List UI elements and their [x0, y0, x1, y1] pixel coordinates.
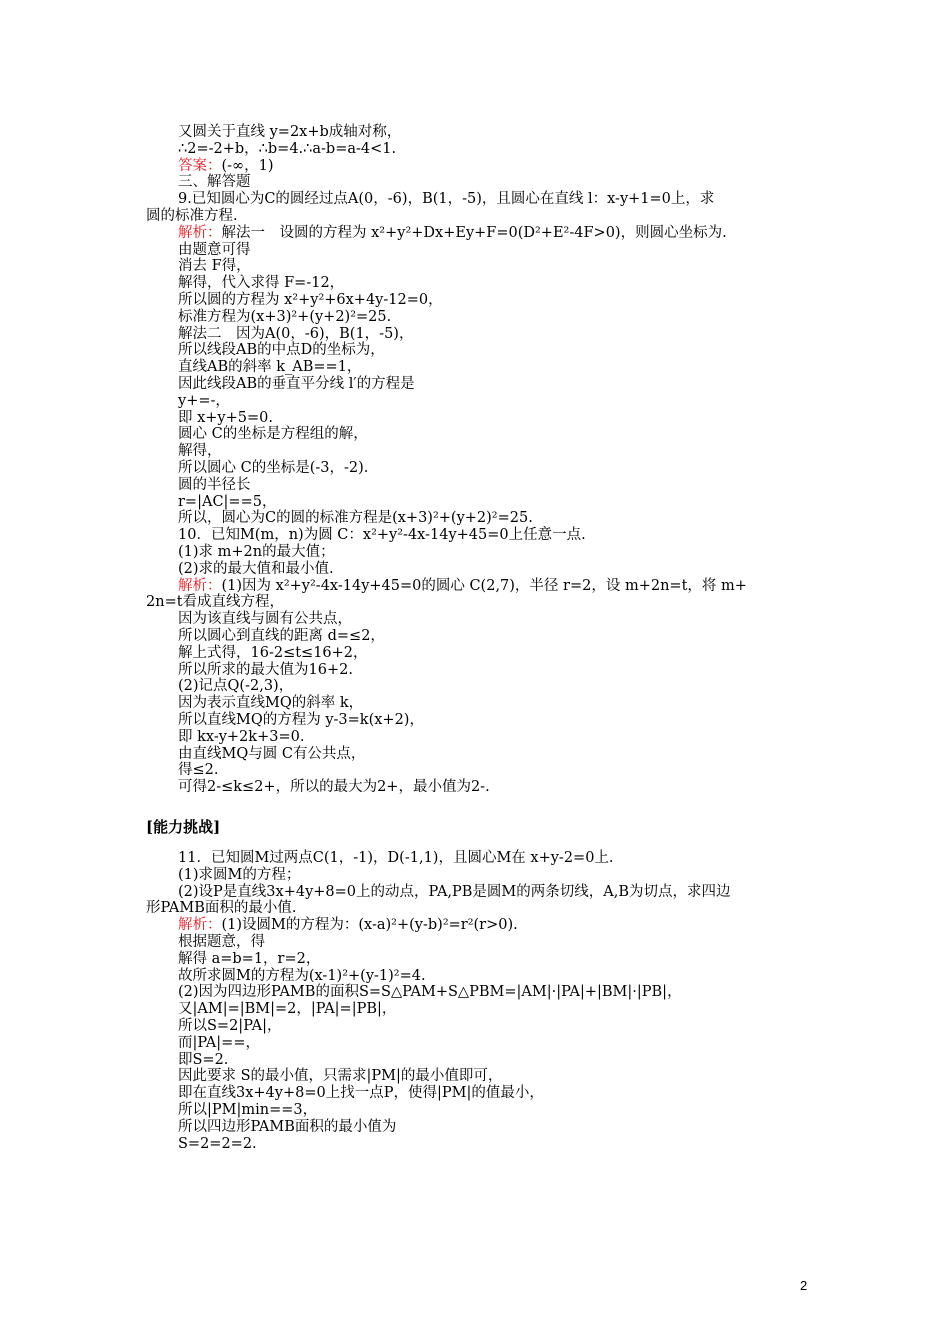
text-line — [178, 1018, 820, 1035]
line-text: 三、解答题 — [178, 174, 251, 191]
text-line — [178, 917, 820, 934]
text-line — [178, 712, 820, 729]
line-text: 即在直线3x+4y+8=0上找一点P，使得|PM|的值最小， — [178, 1085, 544, 1102]
line-text: 故所求圆M的方程为(x-1)²+(y-1)²=4. — [178, 967, 426, 984]
line-text: 得≤2. — [178, 762, 219, 779]
line-text: 10．已知M(m，n)为圆 C：x²+y²-4x-14y+45=0上任意一点. — [178, 527, 586, 544]
text-line — [178, 779, 820, 796]
line-text: 即 x+y+5=0. — [178, 409, 273, 426]
text-line — [178, 242, 820, 259]
text-line — [178, 393, 820, 410]
line-text: 直线AB的斜率 k_AB==1， — [178, 359, 362, 376]
line-text: 因为该直线与圆有公共点， — [178, 611, 352, 628]
line-text: (2)记点Q(-2,3)， — [178, 678, 294, 695]
line-text: y+=-， — [178, 392, 230, 409]
line-text: 圆心 C的坐标是方程组的解， — [178, 426, 368, 443]
solution-label: 解析： — [178, 224, 222, 241]
text-line — [178, 544, 820, 561]
text-line — [178, 1102, 820, 1119]
text-line — [178, 158, 820, 175]
text-line — [178, 968, 820, 985]
text-line — [178, 124, 820, 141]
text-line — [178, 494, 820, 511]
line-text: 因为表示直线MQ的斜率 k， — [178, 695, 364, 712]
text-line — [146, 594, 820, 611]
page-number: 2 — [800, 1278, 808, 1293]
line-text: 所以所求的最大值为16+2. — [178, 661, 353, 678]
text-line — [178, 628, 820, 645]
text-line — [178, 342, 820, 359]
line-text: 所以四边形PAMB面积的最小值为 — [178, 1118, 397, 1135]
line-text: 所以线段AB的中点D的坐标为， — [178, 342, 385, 359]
text-line — [178, 359, 820, 376]
text-line — [178, 884, 820, 901]
line-text: 解得，代入求得 F=-12， — [178, 275, 345, 292]
line-text: r=|AC|==5， — [178, 493, 277, 510]
text-line — [178, 326, 820, 343]
line-text: 所以|PM|min==3， — [178, 1102, 318, 1118]
text-line — [178, 1136, 820, 1153]
line-text: 所以直线MQ的方程为 y-3=k(x+2)， — [178, 712, 424, 728]
text-line — [178, 477, 820, 494]
text-line — [178, 141, 820, 158]
text-line — [178, 460, 820, 477]
text-line — [178, 292, 820, 309]
text-line — [178, 376, 820, 393]
text-line — [178, 850, 820, 867]
line-text: 解得 a=b=1，r=2， — [178, 950, 321, 967]
line-text: 所以，圆心为C的圆的标准方程是(x+3)²+(y+2)²=25. — [178, 510, 533, 527]
line-text: (2)求的最大值和最小值. — [178, 560, 334, 577]
text-line — [178, 662, 820, 679]
line-text: 9.已知圆心为C的圆经过点A(0，-6)，B(1，-5)，且圆心在直线 l：x-y+1=0上，求 — [178, 191, 715, 208]
text-line — [146, 208, 820, 225]
line-text: (1)求 m+2n的最大值； — [178, 544, 335, 560]
line-text: (1)设圆M的方程为：(x-a)²+(y-b)²=r²(r>0). — [221, 917, 518, 934]
line-text: 解得， — [178, 443, 222, 460]
text-line — [178, 1035, 820, 1052]
line-text: 因此线段AB的垂直平分线 l′的方程是 — [178, 376, 415, 392]
text-line — [178, 527, 820, 544]
text-line — [178, 578, 820, 595]
text-line — [178, 426, 820, 443]
line-text: 圆的标准方程. — [146, 208, 238, 224]
line-text: 所以S=2|PA|， — [178, 1018, 282, 1034]
line-text: 消去 F得， — [178, 258, 251, 275]
text-line — [178, 443, 820, 460]
text-line — [178, 678, 820, 695]
text-line — [178, 984, 820, 1001]
line-text: 又|AM|=|BM|=2，|PA|=|PB|， — [178, 1001, 397, 1018]
text-line — [178, 225, 820, 242]
text-line — [178, 309, 820, 326]
line-text: 即 kx-y+2k+3=0. — [178, 728, 305, 745]
text-line — [178, 191, 820, 208]
line-text: 而|PA|==， — [178, 1034, 260, 1051]
line-text: 所以圆的方程为 x²+y²+6x+4y-12=0， — [178, 292, 443, 308]
text-line — [146, 900, 820, 917]
text-line — [178, 275, 820, 292]
text-line — [178, 258, 820, 275]
line-text: 解法一 设圆的方程为 x²+y²+Dx+Ey+F=0(D²+E²-4F>0)，则圆心坐标为. — [221, 224, 727, 241]
line-text: ∴2=-2+b，∴b=4.∴a-b=a-4<1. — [178, 140, 397, 157]
text-line — [178, 410, 820, 427]
line-text: 所以圆心 C的坐标是(-3，-2). — [178, 460, 369, 476]
line-text: 圆的半径长 — [178, 476, 251, 493]
line-text: (1)因为 x²+y²-4x-14y+45=0的圆心 C(2,7)，半径 r=2，设 m+2n=t，将 m+ — [221, 577, 747, 594]
line-text: 标准方程为(x+3)²+(y+2)²=25. — [178, 308, 392, 325]
line-text: 由直线MQ与圆 C有公共点， — [178, 745, 366, 762]
line-text: 可得2-≤k≤2+，所以的最大为2+，最小值为2-. — [178, 779, 490, 796]
line-text: 2n=t看成直线方程， — [146, 594, 285, 611]
solution-label: 解析： — [178, 577, 222, 594]
text-line — [178, 174, 820, 191]
line-text: (1)求圆M的方程； — [178, 866, 301, 883]
line-text: 根据题意，得 — [178, 934, 265, 950]
solution-label: 解析： — [178, 917, 222, 934]
text-line — [178, 1068, 820, 1085]
text-line — [178, 1052, 820, 1069]
text-line — [178, 934, 820, 951]
text-line — [178, 1119, 820, 1136]
text-line — [178, 510, 820, 527]
text-line — [178, 746, 820, 763]
text-line — [178, 867, 820, 884]
solution-label: 答案： — [178, 157, 222, 174]
line-text: 解上式得，16-2≤t≤16+2， — [178, 644, 368, 661]
line-text: 即S=2. — [178, 1051, 229, 1068]
section-title: [能力挑战] — [146, 818, 221, 836]
text-line — [178, 951, 820, 968]
line-text: (2)设P是直线3x+4y+8=0上的动点，PA,PB是圆M的两条切线，A,B为切点，求四边 — [178, 883, 731, 900]
text-line — [178, 729, 820, 746]
line-text: 又圆关于直线 y=2x+b成轴对称， — [178, 124, 402, 140]
text-line — [178, 561, 820, 578]
line-text: (-∞，1) — [221, 157, 274, 174]
line-text: 11．已知圆M过两点C(1，-1)，D(-1,1)，且圆心M在 x+y-2=0上. — [178, 850, 614, 866]
text-line — [178, 695, 820, 712]
line-text: 由题意可得 — [178, 241, 251, 258]
line-text: 所以圆心到直线的距离 d=≤2， — [178, 628, 385, 644]
text-line — [178, 611, 820, 628]
line-text: S=2=2=2. — [178, 1135, 257, 1152]
text-line — [178, 645, 820, 662]
text-line — [178, 762, 820, 779]
line-text: 形PAMB面积的最小值. — [146, 900, 297, 917]
text-line — [178, 1001, 820, 1018]
text-line — [178, 1085, 820, 1102]
line-text: 因此要求 S的最小值，只需求|PM|的最小值即可， — [178, 1068, 503, 1085]
line-text: 解法二 因为A(0，-6)，B(1，-5)， — [178, 325, 414, 342]
line-text: (2)因为四边形PAMB的面积S=S△PAM+S△PBM=|AM|·|PA|+|BM|·|PB|， — [178, 984, 682, 1001]
